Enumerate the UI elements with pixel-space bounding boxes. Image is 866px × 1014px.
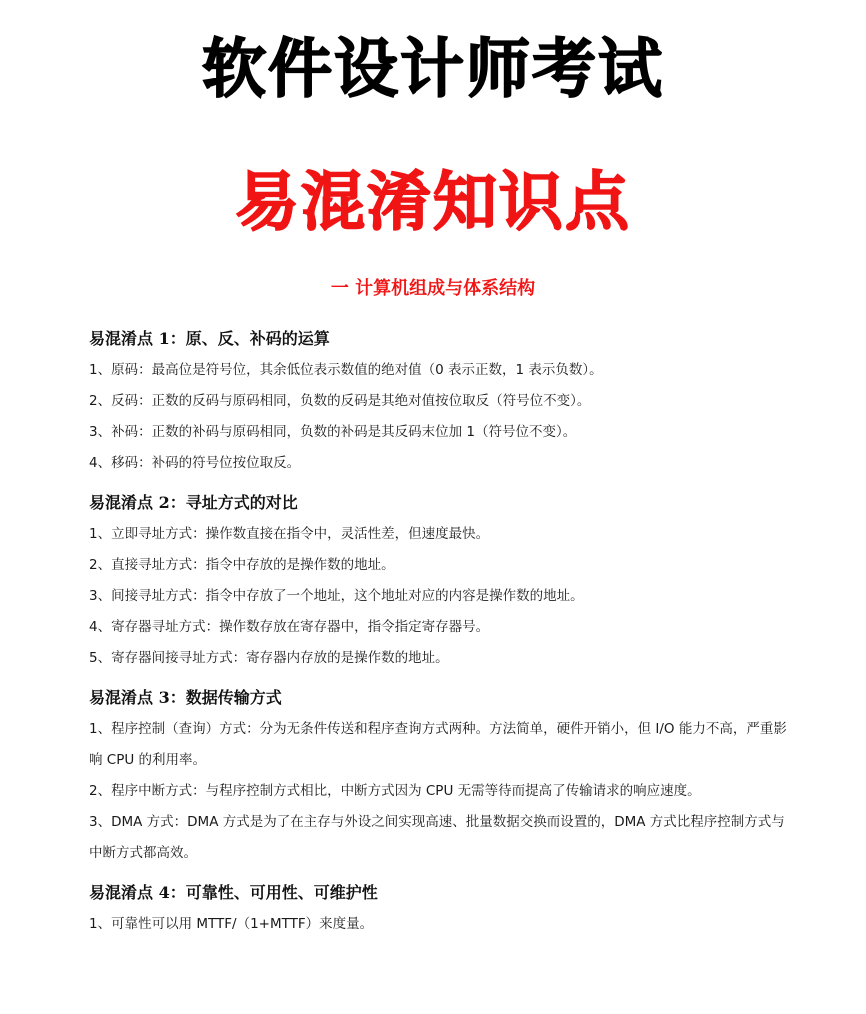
section-heading: 易混淆点 4：可靠性、可用性、可维护性 — [89, 883, 378, 902]
list-item: 5、寄存器间接寻址方式：寄存器内存放的是操作数的地址。 — [89, 650, 449, 666]
content-body — [89, 323, 789, 948]
section-3 — [89, 682, 789, 869]
list-item: 1、立即寻址方式：操作数直接在指令中，灵活性差，但速度最快。 — [89, 526, 490, 542]
section-heading: 易混淆点 3：数据传输方式 — [89, 688, 282, 707]
section-1 — [89, 323, 789, 479]
list-item: 3、补码：正数的补码与原码相同，负数的补码是其反码末位加 1（符号位不变）。 — [89, 424, 577, 440]
section-4 — [89, 877, 789, 940]
list-item: 1、原码：最高位是符号位，其余低位表示数值的绝对值（0 表示正数，1 表示负数）。 — [89, 362, 603, 378]
list-item: 1、可靠性可以用 MTTF/（1+MTTF）来度量。 — [89, 916, 374, 932]
chapter-heading: 一 计算机组成与体系结构 — [330, 278, 536, 299]
list-item: 4、寄存器寻址方式：操作数存放在寄存器中，指令指定寄存器号。 — [89, 619, 490, 635]
document-title: 软件设计师考试 — [202, 33, 664, 107]
section-2 — [89, 487, 789, 674]
list-item: 2、程序中断方式：与程序控制方式相比，中断方式因为 CPU 无需等待而提高了传输请求的响应速度。 — [89, 783, 701, 799]
list-item: 1、程序控制（查询）方式：分为无条件传送和程序查询方式两种。方法简单，硬件开销小，但 I/O 能力不高，严重影响 CPU 的利用率。 — [89, 721, 787, 768]
section-heading: 易混淆点 1：原、反、补码的运算 — [89, 329, 330, 348]
list-item: 3、间接寻址方式：指令中存放了一个地址，这个地址对应的内容是操作数的地址。 — [89, 588, 584, 604]
section-heading: 易混淆点 2：寻址方式的对比 — [89, 493, 298, 512]
list-item: 2、直接寻址方式：指令中存放的是操作数的地址。 — [89, 557, 395, 573]
document-subtitle: 易混淆知识点 — [235, 166, 631, 240]
list-item: 4、移码：补码的符号位按位取反。 — [89, 455, 301, 471]
list-item: 3、DMA 方式：DMA 方式是为了在主存与外设之间实现高速、批量数据交换而设置的，DMA 方式比程序控制方式与中断方式都高效。 — [89, 814, 785, 861]
list-item: 2、反码：正数的反码与原码相同，负数的反码是其绝对值按位取反（符号位不变）。 — [89, 393, 591, 409]
